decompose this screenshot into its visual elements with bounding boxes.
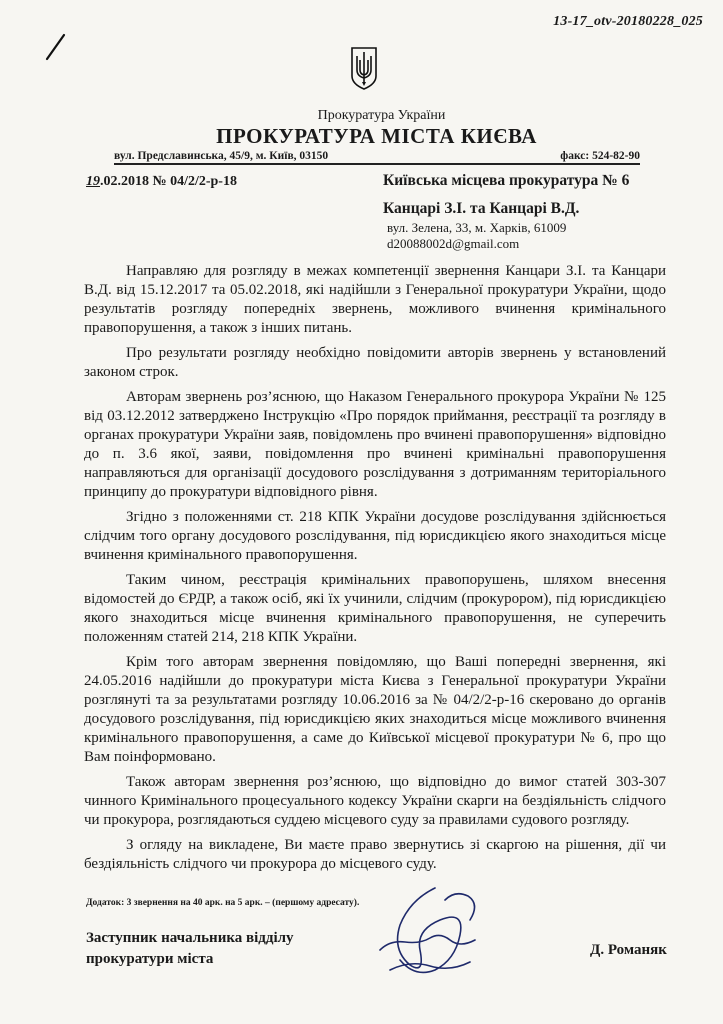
- recipient-street: вул. Зелена, 33, м. Харків, 61009: [387, 220, 567, 235]
- outgoing-number: [86, 174, 237, 190]
- paragraph-2: Про результати розгляду необхідно повідомити авторів звернень у встановлений законом строк.: [84, 345, 666, 380]
- org-address: вул. Предславинська, 45/9, м. Київ, 03150: [114, 150, 329, 162]
- signer-title-line2: прокуратури міста: [86, 951, 214, 967]
- trident-coat-of-arms-icon: [350, 46, 378, 90]
- paragraph-7: Також авторам звернення роз’яснюю, що відповідно до вимог статей 303-307 чинного Кримінального процесуального кодексу України скарги на бездіяльність слідчого чи прокурора, розглядаються суддею місцевого суду за правилами судового розгляду.: [84, 774, 666, 828]
- outgoing-number-rest: .02.2018 № 04/2/2-р-18: [100, 174, 237, 189]
- recipient-block: [383, 172, 703, 252]
- paragraph-8: З огляду на викладене, Ви маєте право звернутись зі скаргою на рішення, дії чи бездіяльність слідчого чи прокурора до місцевого суду.: [84, 837, 666, 872]
- pen-stroke-mark: [44, 32, 68, 62]
- signer-name: Д. Романяк: [590, 942, 667, 958]
- paragraph-3: Авторам звернень роз’яснюю, що Наказом Генерального прокурора України № 125 від 03.12.2012 затверджено Інструкцію «Про порядок приймання, реєстрації та розгляду в органах прокуратури України заяв, повідомлень про вчинені правопорушення» відповідно до п. 3.6 якої, заяви, повідомлення про вчинені кримінальні правопорушення направляються для організації досудового розслідування з дотриманням територіального принципу до прокуратури відповідного рівня.: [84, 389, 666, 500]
- attachment-note: Додаток: 3 звернення на 40 арк. на 5 арк. – (першому адресату).: [86, 898, 360, 908]
- paragraph-4: Згідно з положеннями ст. 218 КПК України досудове розслідування здійснюється слідчим того органу досудового розслідування, під юрисдикцією якого знаходиться місце вчинення кримінального правопорушення.: [84, 509, 666, 563]
- handwritten-signature: [340, 880, 510, 980]
- recipient-names: Канцарі З.І. та Канцарі В.Д.: [383, 200, 580, 217]
- letter-body: [84, 262, 666, 878]
- signer-title: [86, 928, 294, 970]
- paragraph-6: Крім того авторам звернення повідомляю, що Ваші попередні звернення, які 24.05.2016 надійшли до прокуратури міста Києва з Генеральної прокуратури України розглянуті та за результатами розгляду 10.06.2016 за № 04/2/2-р-16 скеровано до органів досудового розслідування, під юрисдикцією яких знаходиться місце можливого вчинення кримінального правопорушення, а саме до Київської місцевої прокуратури № 6, про що Вам поінформовано.: [84, 654, 666, 765]
- paragraph-5: Таким чином, реєстрація кримінальних правопорушень, шляхом внесення відомостей до ЄРДР, а також осіб, які їх учинили, слідчим (прокурором), під юрисдикцією якого знаходиться місце вчинення кримінального правопорушення, не суперечить положенням статей 214, 218 КПК України.: [84, 572, 666, 645]
- org-title: ПРОКУРАТУРА МІСТА КИЄВА: [216, 124, 537, 148]
- signer-title-line1: Заступник начальника відділу: [86, 930, 294, 946]
- outgoing-day-handwritten: 19: [86, 174, 100, 189]
- recipient-email: d20088002d@gmail.com: [387, 236, 520, 251]
- org-address-line: [114, 150, 640, 165]
- org-subtitle: Прокуратура України: [317, 108, 446, 123]
- reference-id: 13-17_otv-20180228_025: [553, 14, 703, 29]
- paragraph-1: Направляю для розгляду в межах компетенції звернення Канцари З.І. та Канцари В.Д. від 15.12.2017 та 05.02.2018, які надійшли з Генеральної прокуратури України, щодо результатів розгляду попередніх звернень, можливого вчинення кримінального правопорушення, а також з інших питань.: [84, 263, 666, 336]
- org-fax: факс: 524-82-90: [560, 150, 640, 162]
- recipient-office: Київська місцева прокуратура № 6: [383, 172, 630, 189]
